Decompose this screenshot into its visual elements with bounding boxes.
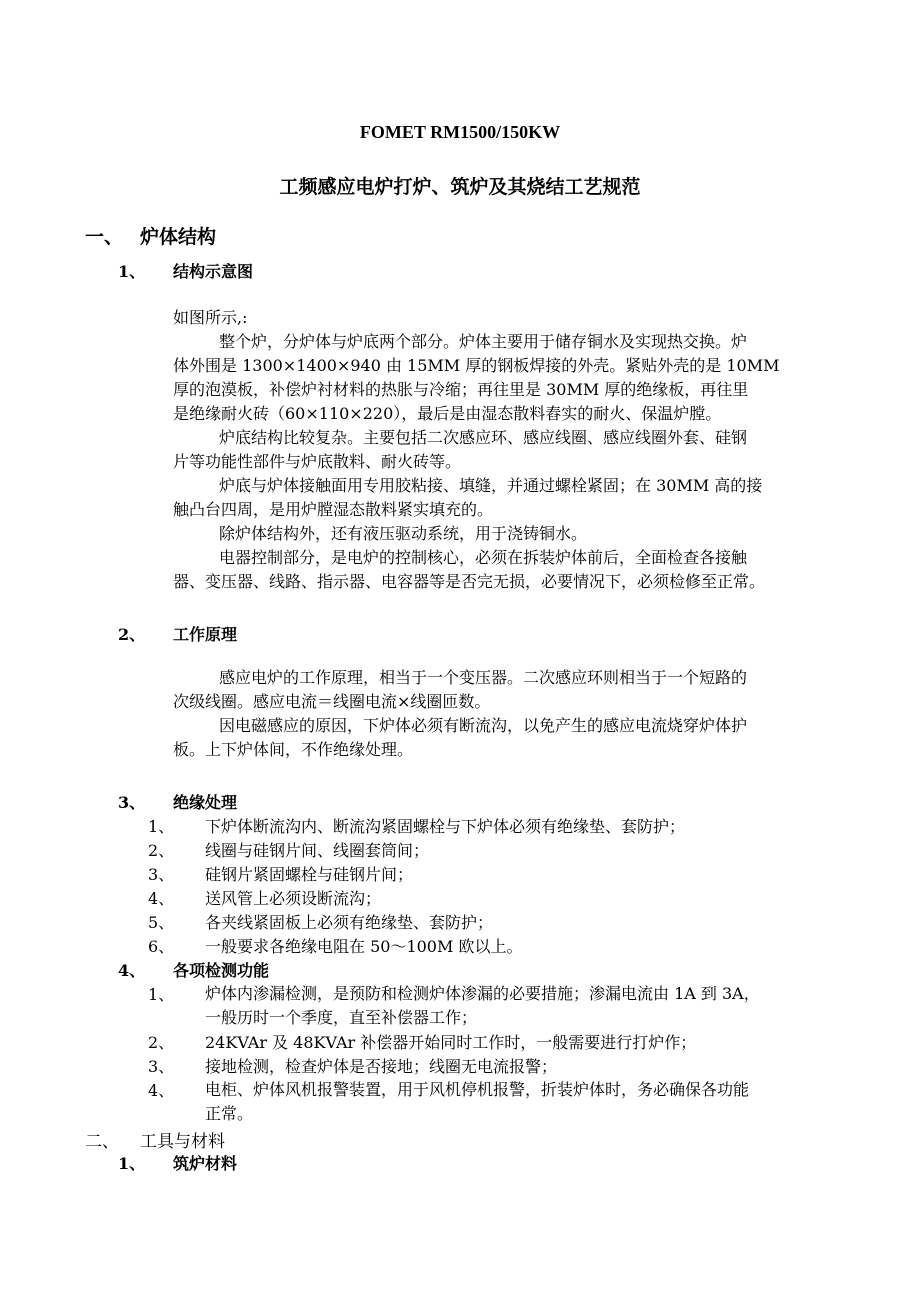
list-item: 送风管上必须设断流沟； <box>205 889 382 908</box>
paragraph-line: 除炉体结构外，还有液压驱动系统，用于浇铸铜水。 <box>219 524 588 543</box>
list-item: 24KVAr 及 48KVAr 补偿器开始同时工作时，一般需要进行打炉作； <box>205 1033 697 1052</box>
subsection-1-3-number: 3、 <box>118 793 146 812</box>
list-item <box>205 1078 837 1126</box>
list-item-number: 6、 <box>148 937 175 956</box>
subsection-2-1-number: 1、 <box>118 1154 146 1173</box>
paragraph-furnace-bottom <box>173 426 836 474</box>
list-item: 硅钢片紧固螺栓与硅钢片间； <box>205 865 414 884</box>
paragraph-hydraulic <box>173 522 836 546</box>
list-item-number: 1、 <box>148 985 175 1004</box>
paragraph-line: 厚的泡漠板，补偿炉衬材料的热胀与冷缩；再往里是 30MM 厚的绝缘板，再往里 <box>173 380 749 399</box>
paragraph-line: 板。上下炉体间，不作绝缘处理。 <box>173 740 414 759</box>
list-item-number: 4、 <box>148 889 175 908</box>
paragraph-line: 炉底结构比较复杂。主要包括二次感应环、感应线圈、感应线圈外套、硅钢 <box>219 428 748 447</box>
list-item-number: 5、 <box>148 913 175 932</box>
list-item-line: 炉体内渗漏检测，是预防和检测炉体渗漏的必要措施；渗漏电流由 1A 到 3A， <box>205 984 760 1003</box>
paragraph-line: 器、变压器、线路、指示器、电容器等是否完无损，必要情况下，必须检修至正常。 <box>173 572 766 591</box>
subsection-1-1-title: 结构示意图 <box>173 262 254 281</box>
intro-line <box>173 306 836 330</box>
list-item <box>205 982 837 1030</box>
list-item-number: 3、 <box>148 1057 175 1076</box>
list-item-number: 2、 <box>148 1033 175 1052</box>
list-item-number: 4、 <box>148 1081 175 1100</box>
subsection-1-3-title: 绝缘处理 <box>173 793 238 812</box>
paragraph-line: 是绝缘耐火砖（60×110×220），最后是由湿态散料舂实的耐火、保温炉膛。 <box>173 404 722 423</box>
list-item: 一般要求各绝缘电阻在 50～100M 欧以上。 <box>205 937 523 956</box>
list-item-line: 电柜、炉体风机报警装置，用于风机停机报警，折装炉体时，务必确保各功能 <box>205 1080 750 1099</box>
list-item: 接地检测，检查炉体是否接地；线圈无电流报警； <box>205 1057 558 1076</box>
paragraph-line: 体外围是 1300×1400×940 由 15MM 厚的钢板焊接的外壳。紧贴外壳的是 10MM <box>173 356 780 375</box>
subsection-1-1-number: 1、 <box>118 262 146 281</box>
list-item-number: 3、 <box>148 865 175 884</box>
list-item: 下炉体断流沟内、断流沟紧固螺栓与下炉体必须有绝缘垫、套防护； <box>205 817 686 836</box>
paragraph-line: 片等功能性部件与炉底散料、耐火砖等。 <box>173 452 462 471</box>
section-2-title: 工具与材料 <box>140 1132 225 1152</box>
list-item-line: 一般历时一个季度，直至补偿器工作； <box>205 1008 478 1027</box>
list-item: 线圈与硅钢片间、线圈套筒间； <box>205 841 430 860</box>
paragraph-line: 炉底与炉体接触面用专用胶粘接、填缝，并通过螺栓紧固；在 30MM 高的接 <box>219 476 763 495</box>
paragraph-electromagnetic <box>173 714 836 762</box>
paragraph-electrical-control <box>173 546 836 594</box>
subsection-1-2-number: 2、 <box>118 625 146 644</box>
list-item-number: 2、 <box>148 841 175 860</box>
paragraph-line: 次级线圈。感应电流＝线圈电流×线圈匝数。 <box>173 692 491 711</box>
list-item-number: 1、 <box>148 817 175 836</box>
subsection-1-4-number: 4、 <box>118 961 146 980</box>
paragraph-furnace-body <box>173 330 836 426</box>
paragraph-bottom-contact <box>173 474 836 522</box>
section-1-number: 一、 <box>85 226 124 248</box>
subsection-1-4-title: 各项检测功能 <box>173 961 270 980</box>
paragraph-working-principle <box>173 666 836 714</box>
list-item-line: 正常。 <box>205 1104 254 1123</box>
paragraph-line: 因电磁感应的原因，下炉体必须有断流沟，以免产生的感应电流烧穿炉体护 <box>219 716 748 735</box>
paragraph-line: 电器控制部分，是电炉的控制核心，必须在拆装炉体前后，全面检查各接触 <box>219 548 748 567</box>
section-2-number: 二、 <box>85 1132 119 1152</box>
subsection-1-2-title: 工作原理 <box>173 625 238 644</box>
paragraph-line: 如图所示,: <box>173 308 248 327</box>
document-title-model: FOMET RM1500/150KW <box>359 122 561 142</box>
document-title: 工频感应电炉打炉、筑炉及其烧结工艺规范 <box>279 176 641 198</box>
list-item: 各夹线紧固板上必须有绝缘垫、套防护； <box>205 913 494 932</box>
section-1-title: 炉体结构 <box>140 226 217 248</box>
paragraph-line: 整个炉，分炉体与炉底两个部分。炉体主要用于储存铜水及实现热交换。炉 <box>219 332 748 351</box>
paragraph-line: 感应电炉的工作原理，相当于一个变压器。二次感应环则相当于一个短路的 <box>219 668 748 687</box>
subsection-2-1-title: 筑炉材料 <box>173 1154 238 1173</box>
paragraph-line: 触凸台四周，是用炉膛湿态散料紧实填充的。 <box>173 500 494 519</box>
